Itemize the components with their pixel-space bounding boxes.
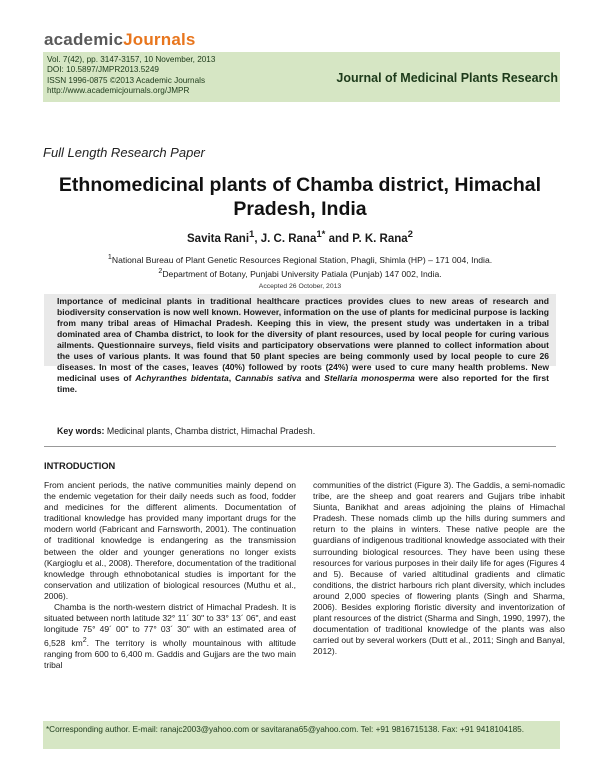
- author-separator: ,: [254, 232, 261, 245]
- abstract-sep: and: [301, 373, 325, 383]
- section-heading-introduction: INTRODUCTION: [44, 461, 116, 471]
- species-name: Cannabis sativa: [234, 373, 302, 383]
- paragraph-text: Chamba is the north-western district of Himachal Pradesh. It is situated between north latitude 32° 11´ 30" to 33° 13´ 06", and east longitude 75° 49´ 00" to 77° 03´ 30" with an estimated area of 6,528 km: [44, 602, 296, 649]
- logo-text-academic: academic: [44, 30, 124, 49]
- affiliation-text: Department of Botany, Punjabi University Patiala (Punjab) 147 002, India.: [162, 268, 442, 279]
- paper-type: Full Length Research Paper: [43, 145, 205, 160]
- accepted-date: Accepted 26 October, 2013: [258, 283, 342, 290]
- keywords-text: Medicinal plants, Chamba district, Himachal Pradesh.: [104, 426, 316, 436]
- paragraph: [44, 602, 296, 671]
- affiliation-2: [40, 266, 560, 280]
- corresponding-author-footnote: *Corresponding author. E-mail: ranajc2003@yahoo.com or savitarana65@yahoo.com. Tel: +91 9816715138. Fax: +91 9418104185.: [46, 725, 525, 734]
- author-sup: 1*: [316, 229, 326, 240]
- species-name: Stellaria monosperma: [324, 373, 415, 383]
- species-name: Achyranthes bidentata: [135, 373, 229, 383]
- author-list: [40, 229, 560, 245]
- author-sup: 2: [407, 229, 413, 240]
- divider: [44, 446, 556, 447]
- superscript: 2: [82, 636, 87, 645]
- affiliation-text: National Bureau of Plant Genetic Resources Regional Station, Phagli, Shimla (HP) – 171 004, India.: [111, 254, 493, 265]
- body-column-left: [44, 480, 296, 671]
- author-sup: 1: [249, 229, 255, 240]
- paragraph: communities of the district (Figure 3). The Gaddis, a semi-nomadic tribe, are the sheep and goat rearers and Gujjars tribe inhabit Siunta, Banikhat and areas adjoining the plains of Himachal Pradesh. These nomads climb up the hills during summers and return to the plains in winters. These native people are the guardians of indigenous traditional knowledge associated with their surrounding biological resources. They have been using these resources for various purposes in their daily life for ages (Figures 4 and 5). Because of varied altitudinal gradients and climatic conditions, the district harbours rich plant diversity, which includes around 2,000 species of flowering plants (Singh and Sharma, 2006). Besides exploring floristic diversity and inventorization of plant resources of the district (Sharma and Singh, 1990, 1997), the documentation of traditional knowledge of the plants was also carried out by several workers (Dutt et al., 2011; Singh and Banyal, 2012).: [313, 480, 565, 657]
- author-separator: and: [325, 232, 353, 245]
- publisher-logo: [44, 30, 196, 50]
- affiliation-1: [40, 252, 560, 266]
- abstract: [57, 296, 549, 395]
- journal-meta: [47, 55, 215, 96]
- affiliations: [40, 252, 560, 280]
- paragraph: From ancient periods, the native communities mainly depend on the endemic vegetation for their daily needs such as food, fodder and medicines for the different aliments. Documentation of traditional knowledge has provided many important drugs for the modern world (Fabricant and Farnsworth, 2001). The continuation of traditional knowledge is endangering as the transmission between the older and younger generations no longer exists (Kargioglu et al., 2008). Therefore, documentation of the traditional knowledge through ethnobotanical studies is important for the conservation and utilization of biological resources (Muthu et al., 2006).: [44, 480, 296, 601]
- doi-line: DOI: 10.5897/JMPR2013.5249: [47, 65, 159, 75]
- author-name: P. K. Rana: [352, 232, 408, 245]
- abstract-text-end: were also reported for the first time.: [57, 373, 549, 394]
- keywords: [57, 426, 549, 436]
- logo-text-journals: Journals: [123, 30, 196, 49]
- abstract-text: Importance of medicinal plants in traditional healthcare practices provides clues to new areas of research and biodiversity conservation is now well known. However, information on the use of plants for medicinal purpose is lacking from many tribal areas of Himachal Pradesh. Keeping this in view, the present study was undertaken in a tribal dominated area of Chamba district, to look for the diversity of plant resources, used by local people for curing various ailments. Questionnaire surveys, field visits and participatory observations were planned to collect information about the uses of various plants. It was found that 50 plant species are being commonly used by local people to cure 26 diseases. In most of the cases, leaves (40%) followed by roots (24%) were used to cure many health problems. New medicinal uses of: [57, 296, 549, 383]
- author-name: J. C. Rana: [260, 232, 317, 245]
- affiliation-sup: 1: [107, 253, 112, 261]
- keywords-label: Key words:: [57, 426, 105, 436]
- abstract-sep: ,: [228, 373, 235, 383]
- volume-line: Vol. 7(42), pp. 3147-3157, 10 November, 2013: [47, 55, 216, 64]
- paper-title: [40, 173, 560, 221]
- issn-line: ISSN 1996-0875 ©2013 Academic Journals: [47, 75, 206, 85]
- title-line-2: Pradesh, India: [233, 198, 367, 220]
- author-name: Savita Rani: [187, 232, 250, 245]
- paragraph-text: . The territory is wholly mountainous with altitude ranging from 600 to 6,400 m. Gaddis and Gujjars are the two main tribal: [44, 638, 296, 671]
- journal-url[interactable]: http://www.academicjournals.org/JMPR: [47, 85, 190, 95]
- title-line-1: Ethnomedicinal plants of Chamba district, Himachal: [58, 174, 542, 196]
- journal-title: Journal of Medicinal Plants Research: [336, 71, 558, 85]
- body-column-right: [313, 480, 565, 658]
- affiliation-sup: 2: [158, 266, 163, 275]
